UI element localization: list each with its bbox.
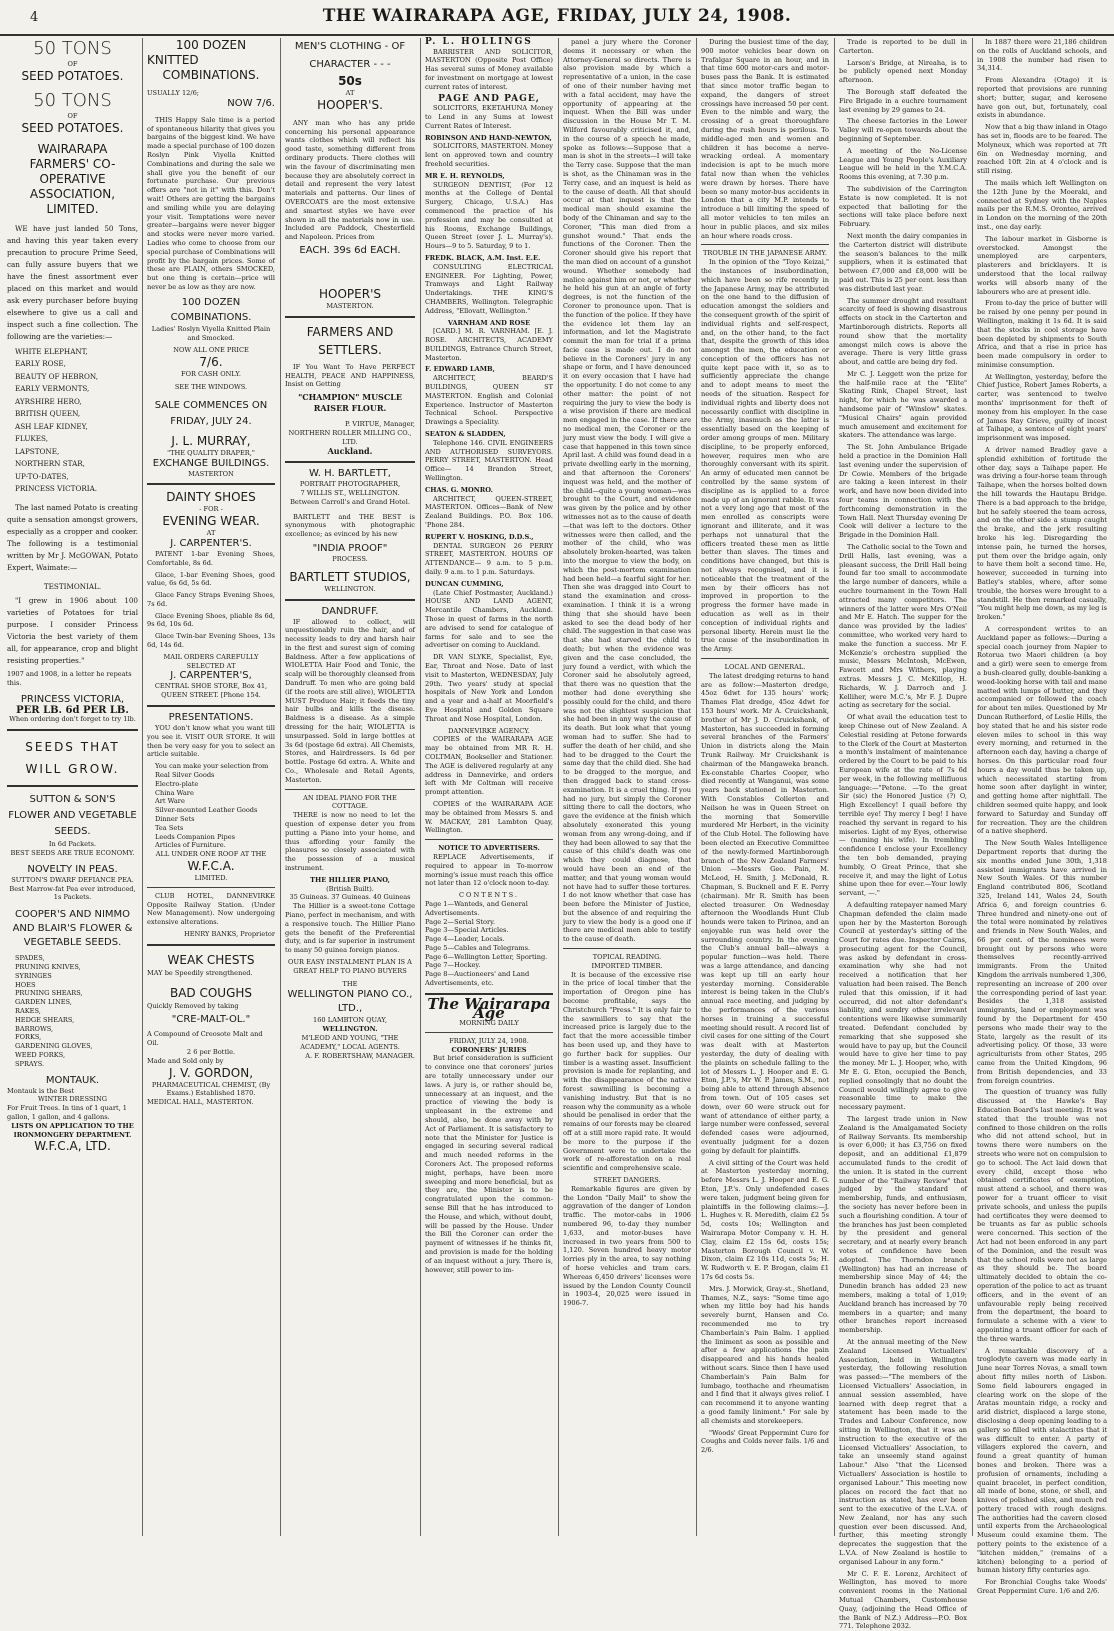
of-label-2: OF [67,111,78,120]
testimonial-text: "I grew in 1906 about 100 varieties of Potatoes for trial purpose. I consider Princess Victoria the best variety of them all, for appearance, crop and blight resisting properties." [7,596,138,666]
morning-daily: MORNING DAILY [459,1019,519,1028]
lamb-name: F. EDWARD LAMB, [425,365,495,374]
dozen-heading: 100 DOZEN [175,38,247,52]
dwarf-defiance: SUTTON'S DWARF DEFIANCE PEA. [11,875,134,884]
variety-item: BEAUTY OF HEBRON, [15,371,98,381]
notice-body: REPLACE Advertisements, if required to appear in To-morrow morning's issue must reach this office not later than 12 o'clock noon to-day. [425,852,553,888]
tool-item: HEDGE SHEARS, [15,1015,75,1024]
divider [701,244,829,245]
champion-flour: "CHAMPION" MUSCLE RAISER FLOUR. [298,392,402,414]
presentation-item: Tea Sets [155,823,184,832]
hollings-name: P. L. HOLLINGS [425,37,533,47]
news-item: From Alexandra (Otago) it is reported that provisions are running short; butter, sugar, and kerosene have gon out, but, fortunately, coal exists in abundance. [977,76,1107,120]
variety-item: EARLY VERMONTS, [15,384,90,394]
news-item: A correspondent writes to an Auckland paper as follows:—During a special coach journey from Napier to Rotorua two Maori children (a boy and a girl) were seen to emerge from a bush-cleared gully, double-banking a wood-looking horse with tail and mane matted with lumps of butter, and they accompanied or followed the coach for about ten miles. Questioned by Mr Duncan Rutherford, of Leslie Hills, the boy stated that he and his sister rode eleven miles to school in this way every morning, and returned in the afternoon each day, having a charge of horses. On this particular road four hours a day would thus be taken up, which necessitated starting from home soon after daylight in winter, and getting home after nightfall. The children seemed quite happy, and look forward to Saturday and Sunday off for recreation. They are the children of a native shepherd. [977,625,1107,836]
best-seeds-note: BEST SEEDS ARE TRUE ECONOMY. [10,848,135,857]
gordon-name: J. V. GORDON, [168,1065,254,1080]
news-item: A driver named Bradley gave a splendid exhibition of fortitude the other day, says a Taihape paper. He was driving a four-horse team through Taihape, when the horses bolted down the hill towards the Hautapu Bridge. There is a bad approach to the bridge, but he safely steered the team across, and on the other side a stump caught the brake, and the jerk resulting broke his leg. Disregarding the intense pain, he turned the horses, put them over the bridge again, only to have them bolt a second time. He, however, succeeded in turning into Batley's stables, where, after some trouble, the horses were brought to a standstill. He then remarked casually, "You might help me down, as my leg is broken." [977,446,1107,622]
cash-only: FOR CASH ONLY. [181,370,241,379]
presentation-item: Dinner Sets [155,815,195,824]
ideal-piano: AN IDEAL PIANO FOR THE COTTAGE. [303,793,397,811]
presentations-body: YOU don't know what you want till you see it. VISIT OUR STORE. It will then be very easy for you to select an article suitable. [147,724,275,759]
local-item: A meeting of the No-License League and Young People's Auxiliary League will be held in the Y.M.C.A. Rooms this evening, at 7.30 p.m. [839,146,967,182]
news-item: Now that a big thaw inland in Otago has set in, floods are to be feared. The Molyneux, which was reported at 7ft 6in on Wednesday morning, and reached 10ft 2in at 4 o'clock and is still rising. [977,123,1107,176]
woods-cure: "Woods' Great Peppermint Cure for Coughs and Colds never fails. 1/6 and 2/6. [701,1428,829,1455]
news-item: The question of truancy was fully discussed at the Hawke's Bay Education Board's last meeting. It was stated that the trouble was not confined to those children on the rolls who did not attend school, but in towns there were numbers on the streets who were not on compulsion to go to school. The Act laid down that every child, except those who obtained certificates of exemption, must attend a school, and there was power for a truant officer to visit private schools, and unless the pupils had certificates they were deemed to be truants as far as public schools were concerned. This section of the Act had not been enforced in any part of the Dominion, and the result was that the school rolls were not as large as they should be. The board ultimately decided to obtain the co-operation of the police to act as truant officers, and in the event of an unfavourable reply being received from the department, the board to formulate a scheme with a view to appointing a truant officer for each of the three wards. [977,1088,1107,1343]
reynolds-name: MR E. H. REYNOLDS, [425,171,505,180]
local-item: Larson's Bridge, at Nireaha, is to be publicly opened next Monday afternoon. [839,58,967,85]
wellington-piano-co: WELLINGTON PIANO CO., LTD., [287,989,413,1015]
weak-chests: WEAK CHESTS [167,952,255,967]
page-and-page: PAGE AND PAGE, [438,93,540,104]
contents-heading: CONTENTS. [459,891,519,900]
divider [285,316,415,318]
for-label: - FOR - [199,505,223,514]
contents-item: Page 2—Serial Story. [425,917,496,926]
contents-item: Page 1—Wanteds, and General Advertisements. [425,899,528,917]
japanese-army-heading: TROUBLE IN THE JAPANESE ARMY. [702,249,828,258]
tool-item: PRUNING KNIVES, [15,962,81,971]
news-item: The mails which left Wellington on the 12th June by the Moeraki, and connected at Sydney with the Naples mails per the R.M.S. Oronteo, arrived in London on the morning of the 20th inst., one day early. [977,178,1107,231]
local-item: The St. John Ambulance Brigade held a practice in the Dominion Hall last evening under the supervision of Dr Cowie. Members of the brigade are taking a keen interest in their work, and have now been divided into four teams in connection with the forthcoming demonstration in the Town Hall. Next Thursday evening Dr Cook will deliver a lecture to the Brigade in the Dominion Hall. [839,443,967,540]
wellington-label: WELLINGTON. [324,584,376,593]
now-all-price: NOW ALL ONE PRICE [173,346,249,355]
tool-item: GARDENING GLOVES, [15,1042,93,1051]
local-item: The subdivision of the Carrington Estate is now completed. It is not expected that balloting for the sections will take place before next February. [839,184,967,229]
bartlett-studios: BARTLETT STUDIOS, [289,569,411,584]
evening-wear: EVENING WEAR. [162,514,260,529]
presentation-item: Electro-plate [155,779,199,788]
one-roof: ALL UNDER ONE ROOF AT THE [155,850,267,859]
latest-potato-text: The last named Potato is creating quite a sensation amongst growers, especially as a cropper and cooker. The following is a testimonial written by Mr J. McGOWAN, Potato Expert, Waimate:— [7,502,138,572]
contents-item: Page 5—Cables and Telegrams. [425,943,531,952]
chamberlain-testimonial: Mrs. J. Morwick, Gray-st., Shetland, Thames, N.Z., says: "Some time ago when my little boy had his hands severely burnt, Hansen and Co. recommended me to try Chamberlain's Pain Balm. I applied the liniment as soon as possible and after a few applications the pain disappeared and his hands healed without scars. Since then I have used Chamberlain's Pain Balm for lumbago, toothache and rheumatism and I find that it always gives relief. I can recommend it to anyone wanting a good family liniment." For sale by all chemists and storekeepers. [701,1284,829,1425]
tool-item: WEED FORKS, [15,1050,66,1059]
presentation-item: Silver-mounted Leather Goods [155,806,258,815]
india-proof: "INDIA PROOF" [312,542,388,554]
hoopers-heading: HOOPER'S. [317,97,383,112]
ladies-combinations: Ladies' Roslyn Viyella Knitted Plain and Smocked. [151,324,271,342]
varnham-rose: VARNHAM AND ROSE [447,318,531,327]
tool-item: SPRAYS. [15,1059,45,1068]
at-label: AT [345,89,355,97]
farmers-settlers: FARMERS AND SETTLERS. [306,324,394,357]
knitted-heading: KNITTED [147,53,199,67]
auckland-label: Auckland. [327,445,373,456]
japanese-army-body: In the opinion of the "Toyo Keizai," the instances of insubordination, which have been so rife recently in the Japanese Army, may be attributed on the one hand to the diffusion of education amongst the soldiers and the consequent growth of the spirit of individual rights and self-respect, and, on the other hand, to the fact that, despite the growth of this idea amongst the men, the education or conception of the officers has not quite kept pace with it, so as to sufficiently appreciate the change and to adopt means to meet the needs of the situation. Respect for individual rights and liberty does not necessarily conflict with discipline in the Army, inasmuch as the latter is essentially based on the keeping of order among groups of men. Military discipline, to be properly enforced, however, requires men who are thoroughly conversant with its spirit. An army of educated men cannot be controlled by the same system of discipline as is applied to a force made up of an ignorant rabble. It was not a very long ago that most of the men enrolled as conscripts were ignorant and illiterate, and it was perhaps not unnatural that the officers treated these men as little better than slaves. The times and conditions have changed, but this is not always recognised, and it is noticeable that the treatment of the men by their officers has not improved in proportion to the progress the former have made in education as well as in their conception of individual rights and personal liberty. Herein must lie the true cause of the insubordination in the Army. [701,258,829,654]
at-label: AT [206,529,216,538]
seed-potatoes-2: SEED POTATOES. [21,120,124,135]
tool-item: SYRINGES [15,971,52,980]
hillier-body: The Hillier is a sweet-tone Cottage Piano, perfect in mechanism, and with a responsive touch. The Hillier Piano gets the benefit of the Preferential duty, and is far superior in instrument to many 50 guinea foreign pianos. [285,902,415,955]
divider [147,705,275,707]
divider [563,948,691,949]
news-item: The New South Wales Intelligence Department reports that during the six months ended June 30th, 1,318 assisted immigrants have arrived in New South Wales. Of this number England contributed 806, Scotland 325, Ireland 141, Wales 24, South Africa 6, and foreign countries 6. Three hundred and ninety-one out of the total were nominated by relatives and friends in New South Wales, and 66 per cent. of the nominees were brought out by persons who were themselves recently-arrived immigrants. From the United Kingdom the arrivals numbered 1,306, representing an increase of 200 over the corresponding period of last year. Besides the 1,318 assisted immigrants, land or employment was found by the Department for 450 persons who made their way to the State, largely as the result of its advertising policy. Of those, 33 were agriculturists from other States, 295 came from the United Kingdom, 96 from British dependencies, and 33 from foreign countries. [977,839,1107,1085]
street-continued: During the busiest time of the day, 900 motor vehicles bear down on Trafalgar Square in an hour, and in that time 600 motor-cars and motor-buses pass the Bank. It is estimated that since motor traffic began to expand, the dangers of street crossings have increased 50 per cent. Even to the nimble and wary, the crossing of a great thoroughfare during the rush hours is perilous. To middle-aged men and women and children it has become a nerve-wracking ordeal. A momentary indecision is apt to be much more fatal now than when the vehicles were drawn by horses. There have been so many motor-bus accidents in London that a city M.P. intends to introduce a bill limiting the speed of all motor vehicles to ten miles an hour in public places, and six miles an hour where roads cross. [701,38,829,240]
column-2 [144,38,278,1536]
column-1 [4,38,141,1536]
masthead-title: THE WAIRARAPA AGE, FRIDAY, JULY 24, 1908. [322,6,792,26]
column-rule [834,38,835,1536]
monro-name: CHAS. G. MONRO. [425,485,493,494]
tons-heading-1: 50 TONS [33,38,112,59]
dannevirke-agency: DANNEVIRKE AGENCY. [448,726,530,735]
contents-list [425,900,553,988]
wellington-label-2: WELLINGTON. [322,1025,378,1034]
patent-shoes: PATENT 1-bar Evening Shoes, Comfortable, 8s 6d. [147,549,275,567]
hoopers-body: ANY man who has any pride concerning his personal appearance wants clothes which will reflect his good taste, something different from ordinary products. There clothes will win the favour of discriminating men because they are absolutely correct in detail and represent the very latest materials and patterns. Our lines of OVERCOATS are the most extensive and smartest styles we have ever shown in all the materials now in use. Included are Paddock, Chesterfield and Napoleon. Prices from [285,118,415,242]
cooper-seeds: COOPER'S AND NIMMO AND BLAIR'S FLOWER & VEGETABLE SEEDS. [12,909,133,949]
column-6 [698,38,832,1536]
lamb-body: ARCHITECT, BEARD'S BUILDINGS, QUEEN ST MASTERTON. English and Colonial Experience. Instructor of Masterton Technical School. Perspective Drawings a Speciality. [425,374,553,427]
contents-item: Page 3—Special Articles. [425,926,509,935]
portrait-photographer: PORTRAIT PHOTOGRAPHER, [299,480,401,489]
marrow-pea: Best Marrow-fat Pea ever introduced, 1s Packets. [9,884,136,902]
news-item: A remarkable discovery of a troglodyte cavern was made early in June near Torres Novas, a small town about fifty miles north of Lisbon. Some field labourers engaged in clearing work on the slope of the Aratas mountain ridge, a rocky and arid district, displaced a large stone, disclosing a deep opening leading to a gallery so filled with stalactites that it was difficult to enter. A party of villagers explored the cavern, and found a great quantity of human bones and broken. There was a profusion of ornaments, including a quaint bracelet, in perfect condition, all made of bone, stone, or shell, and knives of polished silex, and much red pottery traced with rough designs. The authorities had the cavern closed until experts from the Archaeological Museum could examine them. The pottery points to the existence of a "kitchen midden," (remains of a kitchen) belonging to a period of human history fifty centuries ago. [977,1346,1107,1575]
local-general-body: The latest dredging returns to hand are as follow:—Masterton dredge, 45oz 6dwt for 135 hours' work; Thames Flat dredge, 45oz 4dwt for 153 hours' work. Mr A. Cruickshank, brother of Mr J. D. Cruickshank, of Masterton, has succeeded in forming several branches of the Farmers' Union in districts along the Main Trunk Railway. Mr Cruickshank is chairman of the Mangaweka branch. Ex-constable Charles Cooper, who died recently at Wanganui, was some years back stationed in Masterton. With Constables Collerton and Neilson he was in Queen Street on the morning that Somerville murdered Mr Herbert, in the vicinity of the Club Hotel. The following have been elected an Executive Committee of the newly-formed Martinborough branch of the New Zealand Farmers' Union —Messrs Geo. Pain, M. McLeod, H. Smith, J. McDonald, R. Chapman, S. Bucknell and F. E. Perry (chairman). Mr R. Smith has been elected treasurer. On Wednesday afternoon the Woodlands Hunt Club hounds were taken to Pirinoa, and an enjoyable run was held over the surrounding country. In the evening the Club's annual ball—always a popular function—was held. There was a large attendance, and dancing was kept up till an early hour yesterday morning. Considerable interest is being taken in the Club's annual race meeting, and judging by the performances of the various horses in training a successful meeting should result. A record list of civil cases for one sitting of the Court was dealt with at Masterton yesterday, the duty of dealing with the plaints on schedule falling to the lot of Messrs L. J. Hooper and E. G. Eton, J.P.'s, Mr W. P. James, S.M., not being able to attend through absence from town. Out of 105 cases set down, over 60 were struck out for want of attendance of either party, a large number were confessed, several defended cases were adjourned, eventually judgment for a dozen going by default for plaintiffs. [701,671,829,1155]
glace-twin-bar: Glace Twin-bar Evening Shoes, 13s 6d, 14s 6d. [147,632,275,650]
varieties-list [7,346,138,496]
local-general-heading: LOCAL AND GENERAL. [724,662,806,671]
testimonial-date: 1907 and 1908, in a letter he repeats this. [7,670,132,687]
cumming-body: (Late Chief Postmaster, Auckland.) HOUSE AND LAND AGENT, Mercantile Chambers, Auckland. Those in quest of farms in the north are advised to send for catalogue of farms for sale and to see the advertiser on coming to Auckland. [425,588,553,650]
street-body: Remarkable figures are given by the London "Daily Mail" to show the aggravation of the danger of London traffic. The motor-cabs in 1906 numbered 96, to-day they number 1,633, and motor-buses have increased in two years from 500 to 1,120. Seven hundred heavy motor lorries ply in the area, to say nothing of horse vehicles and tram cars. Whereas 6,450 drivers' licenses were issued by the London County Council in 1903-4, 20,025 were issued in 1906-7. [563,1184,691,1308]
willis-street: 7 WILLIS ST., WELLINGTON. Between Carroll's and Grand Hotel. [290,488,410,506]
sale-body: THIS Happy Sale time is a period of spontaneous hilarity that gives you bargains of the biggest kind. We have made a special purchase of 100 dozen Roslyn Pink Viyella Knitted Combinations and during the sale we shall give you the benefit of our fortunate purchase. Our previous offers are "not in it" with this. Don't wait! Others are getting the bargains and smiling while you are delaying your visit. Temptations were never greater—bargains were never bigger and stocks were never more varied. Ladies who come to choose from our special purchase of Combinations will profit by the bargain prices. Some of these are PLAIN, others SMOCKED, but one thing is certain—price will never be as low as they are now. [147,115,275,291]
mail-orders: MAIL ORDERS CAREFULLY SELECTED AT [163,652,259,670]
presentation-item: Leeds Companion Pipes [155,832,236,841]
dandruff-body: IF allowed to collect, will unquestionably ruin the hair, and of necessity leads to dry and harsh hair in the first and surest sign of coming Baldness. After a few applications of WIOLETTA Hair Food and Tonic, the scalp will be thoroughly cleansed from Dandruff. To men who are going bald (if the roots are still alive), WIOLETTA MUST Produce Hair; it feeds the tiny hair bulbs and kills the disease. Baldness is a disease. As a simple dressing for the hair, WIOLETTA is unsurpassed. Sold in large bottles at 3s 6d (postage 6d extra). All Chemists, Stores, and Hairdressers. Is 6d per bottle. Postage 6d extra. A. White and Co., Wholesale and Retail Agents, Masterton. [285,617,415,784]
variety-item: AYRSHIRE HERO, [15,396,82,406]
street-dangers: STREET DANGERS. [593,1176,661,1184]
wellington-copies: COPIES of the WAIRARAPA AGE may be obtained from Messrs S. and W. MACKAY, 281 Lambton Quay, Wellington. [425,799,553,835]
compound-note: A Compound of Creosote Malt and Oil. [147,1030,263,1048]
carpenter-name: J. CARPENTER'S. [170,537,252,549]
presentation-item: Art Ware [155,797,185,806]
column-7 [836,38,970,1631]
news-item: In 1887 there were 21,186 children on the rolls of Auckland schools, and in 1908 the number had risen to 34,314. [977,38,1107,73]
piano-body: THERE is now no need to let the question of expense deter you from putting a Piano into your home, and thus affording your family the pleasures so closely associated with the possession of a musical instrument. [285,811,415,873]
seeds-heading: SEEDS THAT WILL GROW. [25,740,120,777]
topical-reading: TOPICAL READING. [592,953,662,962]
column-rule [280,38,281,1536]
price-per-lb: PER LB. 6d PER LB. [16,704,129,716]
bad-coughs: BAD COUGHS [169,985,253,1000]
column-rule [558,38,559,1536]
pharmaceutical-chemist: PHARMACEUTICAL CHEMIST, (By Exams.) Established 1870. [151,1080,271,1098]
tool-item: BARROWS, [15,1024,54,1033]
hosking-body: DENTAL SURGEON 26 PERRY STREET, MASTERTON. HOURS OF ATTENDANCE— 9 a.m. to 5 p.m. daily. 9 a.m. to 1 p.m. Saturdays. [425,541,553,577]
flour-body: IF You Want To Have PERFECT HEALTH, PEACE AND HAPPINESS, Insist on Getting [285,362,415,389]
lists-application: LISTS ON APPLICATION TO THE IRONMONGERY DEPARTMENT. [11,1121,134,1139]
mens-clothing: MEN'S CLOTHING - OF CHARACTER - - - [294,41,406,70]
column-4 [422,38,556,1536]
column-8 [974,38,1110,1596]
column-3 [282,38,418,1536]
variety-item: PRINCESS VICTORIA. [15,484,98,494]
local-item: The cheese factories in the Lower Valley will re-open towards about the beginning of September. [839,117,967,143]
van-slyke: DR VAN SLYKE, Specialist, Eye, Ear, Throat and Nose. Date of last visit to Masterton, WEDNESDAY, July 29th. Two years' study at special hospitals of New York and London and a year and a-half at Moorfield's Eye Hospital and Golden Square Throat and Nose Hospital, London. [425,653,553,723]
glace-straps: Glace Fancy Straps Evening Shoes, 7s 6d. [147,591,275,608]
british-built: (British Built). [326,884,374,893]
sold-by: Made and Sold only by [147,1056,224,1065]
quickly-removed: Quickly Removed by taking [147,1001,239,1010]
tool-item: PRUNING SHEARS, [15,989,83,998]
local-item: Mr C. J. Leggett won the prize for the half-mile race at the "Elite" Skating Rink, Chapel Street, last night, for which he was awarded a handsome pair of "Winslow" skates. "Musical Chairs" again provided much amusement and excitement for skaters. The attendance was large. [839,369,967,440]
imported-timber: IMPORTED TIMBER. [591,961,663,970]
news-item: The labour market in Gisborne is overstocked. Amongst the unemployed are carpenters, plasterers and bricklayers. It is understood that the local railway works will absorb many of the labourers who are at present idle. [977,234,1107,296]
presentation-item: China Ware [155,788,194,797]
seaton-sladden: SEATON & SLADDEN, [425,430,506,439]
hollings-body: BARRISTER AND SOLICITOR, MASTERTON (Opposite Post Office) Has several sums of Money available for investment on mortgage at lowest current rates of interest. [425,47,553,91]
contents-item: Page 8—Auctioneers' and Land Advertisements, etc. [425,970,530,988]
overcoat-price: EACH. 39s 6d EACH. [299,244,401,256]
montauk-best: Montauk is the Best [7,1086,75,1095]
lambton-quay: 160 LAMBTON QUAY, [313,1016,387,1025]
robertshaw-manager: A. F. ROBERTSHAW, MANAGER. [305,1051,415,1060]
tons-heading-2: 50 TONS [33,89,112,111]
variety-item: WHITE ELEPHANT, [15,346,88,356]
process-label: PROCESS. [332,554,368,563]
sale-commences: SALE COMMENCES ON FRIDAY, JULY 24. [154,399,268,427]
robinson-body: SOLICITORS, MASTERTON. Money lent on approved town and country freehold securities. [425,142,553,168]
presentations-heading: PRESENTATIONS. [168,712,254,724]
dozen-heading-2: 100 DOZEN COMBINATIONS. [170,296,252,323]
henry-banks: HENRY BANKS, Proprietor [183,930,275,938]
robinson-name: ROBINSON AND HAND-NEWTON, [425,133,552,142]
murray-name: J. L. MURRAY, [171,433,251,448]
black-body: CONSULTING ELECTRICAL ENGINEER. For Lighting, Power, Tramways and Light Railway Undertakings. THE KING'S CHAMBERS, Wellington. Telegraphic Address, "Ellovatt, Wellington." [425,262,553,315]
notice-advertisers: NOTICE TO ADVERTISERS. [438,844,540,853]
local-item: The largest trade union in New Zealand is the Amalgamated Society of Railway Servants. Its membership is over 6,000; it has £3,756 on fixed deposit, and an additional £1,879 accumulated funds to the credit of the union. It is stated in the current number of the "Railway Review" that judged by the standard of membership, funds, and enthusiasm, the society has never before been in such a flourishing condition. A tour of the branches has just been completed by the president and general secretary, and at nearly every branch votes of confidence have been adopted. The Thorndon branch (Wellington) has had an increase of membership since May of 44; the Dunedin branch has added 23 new members, making a total of 1,019; Auckland branch has increased by 70 members in a quarter; and many other branches report increased membership. [839,1115,967,1335]
usual-price: USUALLY 12/6; [147,89,200,97]
news-item: From to-day the price of butter will be raised by one penny per pound in Wellington, making it 1s 6d. It is said that the stocks in cool storage have been depleted by shipments to South Africa, and that a rise in price has been made compulsory in order to minimise consumption. [977,299,1107,369]
local-item: The Borough staff defeated the Fire Brigade in a euchre tournament last evening by 29 games to 24. [839,87,967,114]
medical-hall: MEDICAL HALL, MASTERTON. [147,1098,254,1107]
divider [425,839,553,840]
varnham-body: [CARD.] M. R. VARNHAM. [E. J. ROSE. ARCHITECTS, ACADEMY BUILDINGS, Entrance Church Street, Masterton. [425,327,553,362]
timber-body: It is because of the excessive rise in the price of local timber that the importation of Oregon pine has become profitable, says the Christchurch "Press." It is only fair to the sawmillers to say that the increased price is largely due to the fact that the more accessible timber has been used up, and they have to go further back for supplies. Our timber is a wasting asset. Insufficient provision is made for replanting, and with the disappearance of the native forest sawmilling is becoming a vanishing industry. But that is no reason why the community as a whole should be penalised in order that the remains of our forests may be cleared off at a still more rapid rate. It would be more to the purpose if the Government were to undertake the work of re-afforestation on a real scientific and comprehensive scale. [563,970,691,1173]
now-price: NOW 7/6. [227,97,275,109]
monro-body: ARCHITECT, QUEEN-STREET, MASTERTON. Offices—Bank of New Zealand Buildings. P.O. Box 106. 'Phone 284. [425,494,553,530]
masthead [0,4,1114,34]
cre-malt-ol: "CRE-MALT-OL." [171,1014,251,1026]
milling-company: NORTHERN ROLLER MILLING CO., LTD. [288,428,412,446]
contents-item: Page 6—Wellington Letter, Sporting. [425,952,548,961]
bartlett-name: W. H. BARTLETT, [309,468,391,480]
piano-prices: 35 Guineas. 37 Guineas. 40 Guineas [289,893,411,902]
local-item: The summer drought and resultant scarcity of feed is showing disastrous effects on stock in the Carterton and Martinborough districts. Reports all round show that the mortality amongst milch cows is above the average. There is very little grass about, and cattle are being dry fed. [839,296,967,367]
princess-victoria: PRINCESS VICTORIA, [20,693,125,705]
packets-note: In 6d Packets. [48,840,97,849]
local-item: Mr C. F. E. Lorenz, Architect of Wellington, has moved to more convenient rooms in the National Mutual Chambers, Customhouse Quay, (adjoining the Head Office of the Bank of N.Z.) Address—P.O. Box 771. Telephone 2032. [839,1569,967,1631]
divider [285,599,415,601]
variety-item: EARLY ROSE, [15,359,66,369]
virtue-manager: P. VIRTUE, Manager, [345,420,415,429]
page-number: 4 [30,10,39,25]
association-name: WAIRARAPA FARMERS' CO-OPERATIVE ASSOCIATION, LIMITED. [29,141,116,216]
issue-date: FRIDAY, JULY 24, 1908. [449,1036,529,1045]
the-label: THE [342,979,358,988]
column-rule [972,38,973,1536]
montauk-heading: MONTAUK. [45,1074,100,1086]
exchange-buildings: EXCHANGE BUILDINGS. [152,457,270,469]
seed-potatoes-1: SEED POTATOES. [21,68,124,83]
variety-item: FLUKES, [15,434,48,444]
dannevirke-body: COPIES of the WAIRARAPA AGE may be obtained from MR R. H. COLTMAN, Bookseller and Stationer. The AGE is delivered regularly at any address in Dannevirke, and orders left with Mr Coltman will receive prompt attention. [425,735,553,797]
hillier-piano: THE HILLIER PIANO, [310,875,390,884]
hoopers-heading-2: HOOPER'S [319,286,381,301]
variety-item: ASH LEAF KIDNEY, [15,421,88,431]
divider [425,1032,553,1033]
dandruff-heading: DANDRUFF. [321,605,379,617]
masterton-label: MASTERTON. [326,301,374,310]
presentation-items [147,762,275,850]
variety-item: UP-TO-DATES, [15,471,69,481]
coroners-body: But brief consideration is sufficient to convince one that coroners' juries are totally unnecessary under our laws. A jury is, or rather should be, unnecessary at an inquest, and the practice of viewing the body is unpleasant in the extreme and should, also, be done away with by Act of Parliament. It is satisfactory to note that the Minister for Justice is engaged in securing several radical and much needed reforms in the Coroners Act. The proposed reforms might, perhaps, have been more sweeping and more beneficial, but as they are, the Minister is to be congratulated upon the common-sense Bill that he has introduced to the House, and which, without doubt, will be passed by the House. Under the Bill the Coroner can order the payment of witnesses if he thinks fit, and provision is made for the holding of an inquest without a jury. There is, however, still power to im- [425,1054,553,1274]
tool-item: SPADES, [15,954,45,963]
tool-item: FORKS, [15,1033,42,1042]
limited-label: LIMITED. [194,874,228,883]
wfca-name: W.F.C.A. [187,859,235,874]
page-body: SOLICITORS, EKETAHUNA Money to Lend in any Sums at lowest Current Rates of Interest. [425,104,553,130]
coroners-continued: panel a jury where the Coroner deems it necessary or when the Attorney-General so directs. There is also provision made by which a representative of a union, in the case of one of their number having met with a fatal accident, may have the opportunity of appearing at the inquest. When the Bill was under discussion in the House Mr T. M. Wilford favourably criticised it, and, in the course of a speech he made, spoke as follows:—Suppose that a man is shot in the streets—I will take the Terry case. Suppose that the man is shot, as the Chinaman was in the Terry case, and an inquest is held as to the cause of death. All that should occur at that inquest is that the medical man should examine the body of the Chinaman and say to the Coroner, "This man died from a gunshot wound." That ends the functions of the Coroner. Then the Coroner should give his report that the man died on account of a gunshot wound. Whether somebody had malice against him or not, or whether he held his gun at an angle of forty degrees, is not the function of the Coroner to pronounce upon. That is the function of the police. If they have the evidence let them lay an information, and let the Magistrate commit the man for trial if a prima facie case is made out. I do not believe in the Coroners' jury in any shape or form, and I have denounced it on every occasion that I have had the opportunity. I do not come to any other matter: the point of not requiring the jury to view the body is a wise provision if there are medical men engaged in the case. If there are no medical men, the Coroner or the jury must view the body. I will give a case that happened in this town since April last. A child was found dead in a private dwelling early in the morning, and that afternoon the Coroners' inquest was held, and the mother of the child—quite a young woman—was brought to the Court, and evidence was given by the police and by other witnesses not as to the cause of death—that was left to the doctors. Other witnesses were then called, and the mother of the child, who was absolutely broken-hearted, was taken into the morgue to view the body, on which the post-mortem examination had been held—a fearful sight for her. Then she was dragged into Court to stand the examination and cross-examination. I think it is a wrong thing that she should have been asked to see the dead body of her child. The suggestion in that case was that she had starved the child to death; but when the evidence was given and the case concluded, the jury found a verdict, with which the Coroner said he absolutely agreed, that there was no question that the mother had done everything she possibly could for the child, and there was not the slightest suspicion that she had been in any way the cause of its death. But look what that young woman had to suffer. She had to suffer the death of her child, and she had to be dragged to the Court the same day that the child died. She had to be dragged to the morgue, and then dragged back to stand cross-examination. It is a cruel thing. If you had no jury, but simply the Coroner sitting there to call the doctors, who gave the evidence at the finish which absolutely exonerated this young woman from any wrong-doing, and if they had been allowed to say that the cause of this child's death was one which they could diagnose, that would have been an end of the matter, and that young woman would not have had to suffer these tortures. I do not know whether that case has been before the Minister of Justice, but the absence of and requiring the jury to view the body is a good one if there are medical men able to testify to the cause of death. [563,38,691,944]
coroners-heading: CORONERS' JURIES [451,1045,527,1054]
bottle-price: 2 6 per Bottle. [186,1047,236,1056]
glace-pliable: Glace Evening Shoes, pliable 8s 6d, 9s 6d, 10s 6d. [147,611,275,629]
black-name: FREDK. BLACK, A.M. Inst. E.E. [425,253,541,262]
local-item: Trade is reported to be dull in Carterton. [839,38,967,55]
cumming-name: DUNCAN CUMMING, [425,579,504,588]
club-hotel: CLUB HOTEL, DANNEVIRKE Opposite Railway Station. (Under New Management). Now undergoing extensive alterations. [147,891,275,927]
fifty-shillings: 50s [338,74,362,88]
speedily-strengthened: MAY be Speedily strengthened. [147,968,253,977]
civil-sitting: A civil sitting of the Court was held at Masterton yesterday morning, before Messrs L. J. Hooper and E. G. Eton, J.P.'s. Only undefended cases were taken, judgment being given for plaintiffs in the following claims:—J. L. Hughes v. R. Meredith, claim £2 5s 5d, costs 10s; Wellington and Wairarapa Motor Company v. H. H. Clay, claim £2 15s 6d, costs 15s; Masterton Borough Council v. W. Dixon, claim £2 10s 11d, costs 5s; H. W. Rudworth v. E. P. Brogan, claim £1 17s 6d costs 5s. [701,1158,829,1281]
local-item: A defaulting ratepayer named Mary Chapman defended the claim made upon her by the Masterton Borough Council at yesterday's sitting of the Court for rates due. Inspector Cairns, prosecuting agent for the Council, was asked by defendant in cross-examination why she had not received a notification that her valuation had been raised. The Bench ruled that this omission, if it had occurred, did not alter defendant's liability, and sundry other irrelevant contentions were likewise summarily treated. Defendant concluded by remarking that she supposed she would have to pay up, but the Council would have to give her time to pay the money. Mr L. J. Hooper, who, with Mr E. G. Eton, occupied the Bench, replied consolingly that no doubt the Council would willingly agree to give reasonable time to make the necessary payment. [839,900,967,1112]
divider [147,483,275,485]
tools-list [7,954,138,1068]
divider [147,944,275,946]
column-rule [420,38,421,1536]
news-item: For Bronchial Coughs take Woods' Great Peppermint Cure. 1/6 and 2/6. [977,1578,1107,1596]
central-shoe-store: CENTRAL SHOE STORE, Box 41, QUEEN STREET. [Phone 154. [154,682,268,700]
masthead-rule [0,34,1114,36]
tool-item: GARDEN LINES, [15,998,72,1007]
variety-item: LAPSTONE, [15,446,60,456]
local-item: Next month the dairy companies in the Carterton district will distribute the season's balances to the milk suppliers, when it is estimated that between £7,000 and £8,000 will be paid out. This is 25 per cent. less than was distributed last year. [839,231,967,293]
local-item: Of what avail the education test to keep Chinese out of New Zealand. A Celestial residing at Petone forwards to the Clerk of the Court at Masterton a month's instalment of maintenance ordered by the Court to be paid to his European wife at the rate of 7s 6d per week, in the following mellifluous language:—"Petone. —To the great Sir (sic) the Honored Justice (?) O, High Excellency! I quail before thy terrible eye! Thy mercy I beg! I have reached thy servant in regard to his miseries. Light of my Eyes, otherwise — (naming his wife). In trembling confidence I enclose your Excellency the ten bob demanded, praying humbly, O Great Prince, that she receive it, and may the light of Lotus shine upon thee for ever.—Your lowly servant, —." [839,713,967,898]
potato-intro: WE have just landed 50 Tons, and having this year taken every precaution to procure Prime Seed, can fully assure buyers that we have the finest assortment ever placed on this market and would ask every purchaser before buying elsewhere to give us a call and inspect such a fine collection. The following are the varieties:— [7,223,138,341]
tool-item: RAKES, [15,1006,41,1015]
divider [701,658,829,659]
instalment-plan: OUR EASY INSTALMENT PLAN IS A GREAT HELP TO PIANO BUYERS [288,957,412,975]
presentation-item: Articles of Furniture. [155,841,226,850]
local-item: At the annual meeting of the New Zealand Licensed Victuallers' Association, held in Wellington yesterday, the following resolution was passed:—"The members of the Licensed Victuallers' Association, in annual session assembled, have learned with deep regret that a statement has been made to the Trades and Labour Conference, now sitting in Wellington, that it was an instruction to the executive of the Licensed Victuallers' Association, to take an unseemly stand against Labour." Also "that the Licensed Victuallers' Association is hostile to organised Labour." This meeting now places on record the fact that no instruction as stated, has ever been sent to the executive of the L.V.A. of New Zealand, nor has any such question ever been discussed. And, further, this meeting strongly deprecates the suggestion that the L.V.A. of New Zealand is hostile to organised Labour in any form." [839,1337,967,1566]
column-5 [560,38,694,1536]
quality-draper: "THE QUALITY DRAPER," [167,448,255,457]
masterton-label: MASTERTON [188,469,234,478]
sale-price: 7/6. [199,355,223,370]
wfca-footer: W.F.C.A, LTD. [34,1139,111,1154]
presentation-item: You can make your selection from [155,762,269,771]
news-item: At Wellington, yesterday, before the Chief Justice, Robert James Roberts, a carter, was sentenced to twelve months' imprisonment for theft of money from his employer. In the case of James Ray Grieve, guilty of incest at Taihape, a sentence of eight years' imprisonment was imposed. [977,372,1107,443]
see-windows: SEE THE WINDOWS. [174,382,248,391]
contents-item: Page 7—Hockey. [425,961,481,970]
variety-item: BRITISH QUEEN, [15,409,81,419]
contents-item: Page 4—Leader, Locals. [425,935,505,944]
presentation-item: Real Silver Goods [155,771,215,780]
of-label-1: OF [67,60,78,68]
hosking-name: RUPERT V. HOSKING, D.D.S., [425,532,534,541]
fruit-trees-note: For Fruit Trees. In tins of 1 quart, 1 gallon, 1 gallon, and 4 gallons. [7,1104,128,1121]
divider [7,785,138,787]
sutton-seeds: SUTTON & SON'S FLOWER AND VEGETABLE SEEDS. [8,794,137,838]
column-rule [142,38,143,1536]
glace-shoes: Glace, 1-bar Evening Shoes, good value, 6s 6d, 5s 6d. [147,570,275,588]
testimonial-heading: TESTIMONIAL. [43,581,102,591]
dainty-shoes: DAINTY SHOES [166,490,256,505]
bartlett-body: BARTLETT and THE BEST is synonymous with photographic excellence; as evinced by his new [285,512,415,539]
divider [7,729,138,731]
variety-item: NORTHERN STAR, [15,459,85,469]
mleod-young: M'LEOD AND YOUNG, "THE ACADEMY," LOCAL AGENTS. [300,1033,400,1051]
novelty-peas: NOVELTY IN PEAS. [27,863,118,875]
divider [285,461,415,463]
reynolds-body: SURGEON DENTIST, (For 12 months at the College of Dental Surgery, Chicago, U.S.A.) Has commenced the practice of his profession and may be consulted at his Rooms, Exchange Buildings, Queen Street (over J. L. Murray's). Hours—9 to 5. Saturday, 9 to 1. [425,180,553,251]
combinations-heading: COMBINATIONS. [162,68,260,82]
winter-dressing: WINTER DRESSING [37,1095,108,1104]
ordering-note: When ordering don't forget to try 1lb. [9,715,136,724]
column-rule [696,38,697,1536]
local-item: The Catholic social to the Town and Drill Halls, last evening, was a pleasant success, the Drill Hall being found far too small to accommodate the large number of dancers, while a euchre tournament in the Town Hall attracted many competitors. The winners of the latter were Mrs O'Neil and Mr E. Hatch. The supper for the dance was provided by the ladies' committee, who worked very hard to make the function a success. Mr F. McKenzie's orchestra supplied the music, Messrs McIntosh, McEwen, Fawcett and Mrs Withers, playing extras. Messrs J. C. McKillop, H. Richards, W. J. Darroch and J. Kelliher, were M.C.'s, Mr F. J. Dupre acting as secretary for the social. [839,543,967,710]
divider [147,887,275,888]
paper-title: The Wairarapa Age [427,994,551,1023]
carpenter-name-2: J. CARPENTER'S, [170,670,252,682]
seaton-body: Telephone 146. CIVIL ENGINEERS AND AUTHORISED SURVEYORS. PERRY STREET, MASTERTON. Head Office— 14 Brandon Street, Wellington. [425,438,553,483]
divider [285,789,415,790]
tool-item: HOES [15,980,36,989]
